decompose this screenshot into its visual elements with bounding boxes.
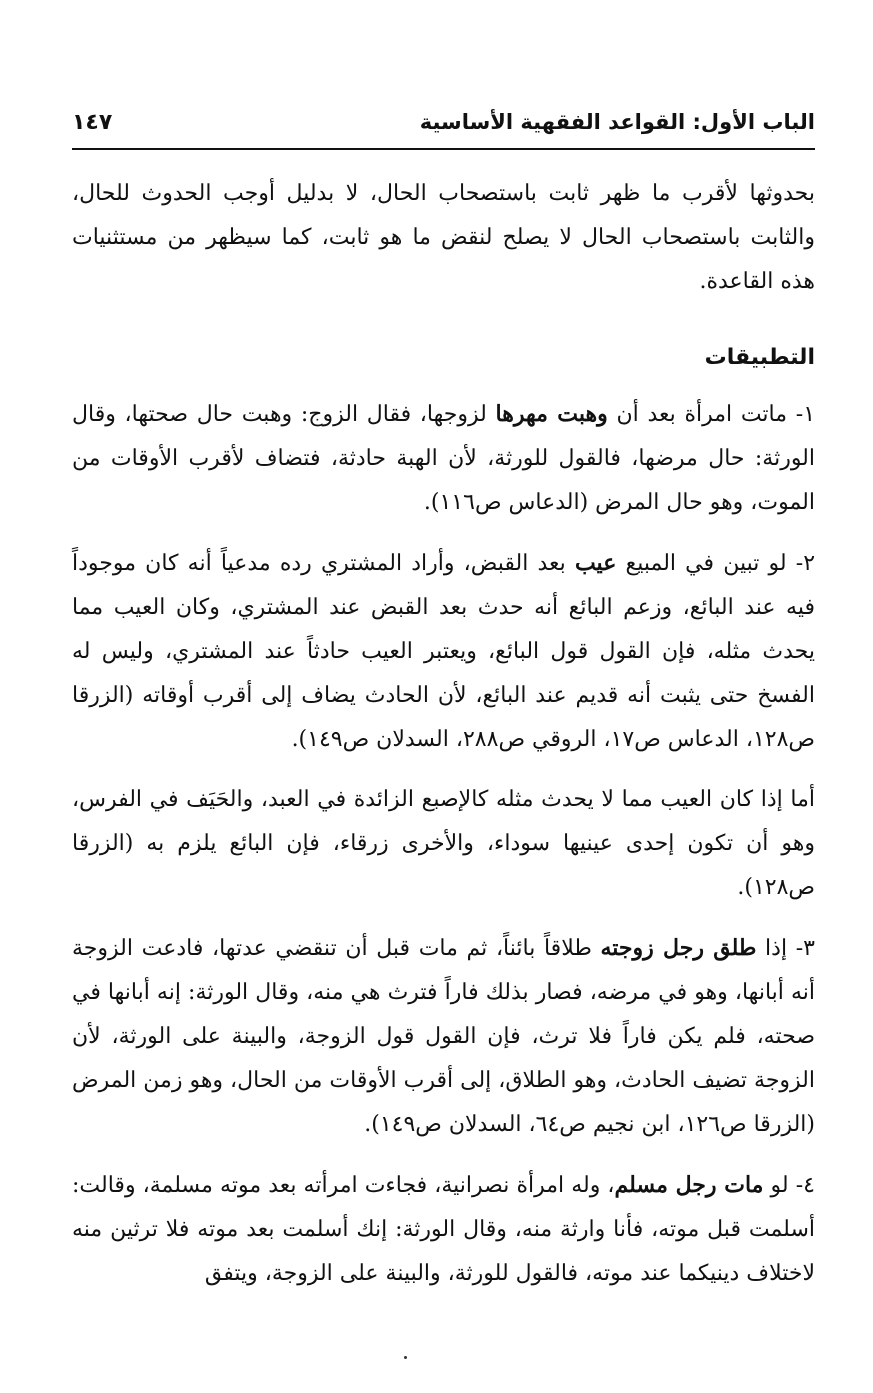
item-lead: إذا (765, 936, 788, 961)
item-text: أما إذا كان العيب مما لا يحدث مثله كالإصبع الزائدة في العبد، والحَيَف في الفرس، وهو أن تكون إحدى عينيها سوداء، والأخرى زرقاء، فإن البائع يلزم به (الزرقا ص١٢٨). (72, 787, 815, 900)
page-header (72, 100, 815, 144)
item-number: ٢- (795, 551, 816, 576)
item-number: ٣- (795, 936, 815, 961)
item-paragraph (72, 1163, 815, 1296)
item-lead: ماتت امرأة بعد أن (616, 402, 788, 427)
item-keyword: مات رجل مسلم (614, 1172, 764, 1198)
page-number: ١٤٧ (72, 109, 113, 135)
item-number: ٤- (795, 1173, 815, 1198)
scan-speck (404, 1356, 407, 1359)
section-heading: التطبيقات (704, 345, 815, 370)
item-lead: لو تبين في المبيع (625, 551, 787, 576)
item-keyword: عيب (574, 550, 617, 576)
item-lead: لو (770, 1173, 789, 1198)
item-text: طلاقاً بائناً، ثم مات قبل أن تنقضي عدتها، فادعت الزوجة أنه أبانها، وهو في مرضه، فصار بذلك فاراً فترث هي منه، وقال الورثة: إنه أبانها في صحته، فلم يكن فاراً فلا ترث، فإن القول قول الزوجة، والبينة على الورثة، لأن الزوجة تضيف الحادث، وهو الطلاق، إلى أقرب الأوقات من الحال، وهو زمن المرض (الزرقا ص١٢٦، ابن نجيم ص٦٤، السدلان ص١٤٩). (72, 936, 815, 1137)
item-paragraph (72, 541, 815, 762)
item-paragraph (72, 926, 815, 1147)
item-keyword: وهبت مهرها (495, 401, 608, 427)
item-paragraph (72, 778, 815, 910)
intro-paragraph: بحدوثها لأقرب ما ظهر ثابت باستصحاب الحال، لا بدليل أوجب الحدوث للحال، والثابت باستصحاب الحال لا يصلح لنقض ما هو ثابت، كما سيظهر من مستثنيات هذه القاعدة. (72, 181, 815, 294)
page-body (72, 172, 815, 1296)
item-keyword: طلق رجل زوجته (600, 935, 757, 961)
item-text: لزوجها، فقال الزوج: وهبت حال صحتها، وقال الورثة: حال مرضها، فالقول للورثة، لأن الهبة حادثة، فتضاف لأقرب الأوقات من الموت، وهو حال المرض (الدعاس ص١١٦). (72, 402, 815, 515)
item-paragraph (72, 392, 815, 525)
item-text: بعد القبض، وأراد المشتري رده مدعياً أنه كان موجوداً فيه عند البائع، وزعم البائع أنه حدث بعد القبض عند المشتري، وكان العيب مما يحدث مثله، فإن القول قول البائع، ويعتبر العيب حادثاً عند المشتري، وليس له الفسخ حتى يثبت أنه قديم عند البائع، لأن الحادث يضاف إلى أقرب أوقاته (الزرقا ص١٢٨، الدعاس ص١٧، الروقي ص٢٨٨، السدلان ص١٤٩). (72, 551, 815, 752)
item-text: ، وله امرأة نصرانية، فجاءت امرأته بعد موته مسلمة، وقالت: أسلمت قبل موته، فأنا وارثة منه، وقال الورثة: إنك أسلمت بعد موته فلا ترثين منه لاختلاف دينيكما عند موته، فالقول للورثة، والبينة على الزوجة، ويتفق (72, 1173, 815, 1286)
item-number: ١- (795, 402, 816, 427)
header-rule (72, 148, 815, 150)
running-title: الباب الأول: القواعد الفقهية الأساسية (419, 110, 815, 134)
